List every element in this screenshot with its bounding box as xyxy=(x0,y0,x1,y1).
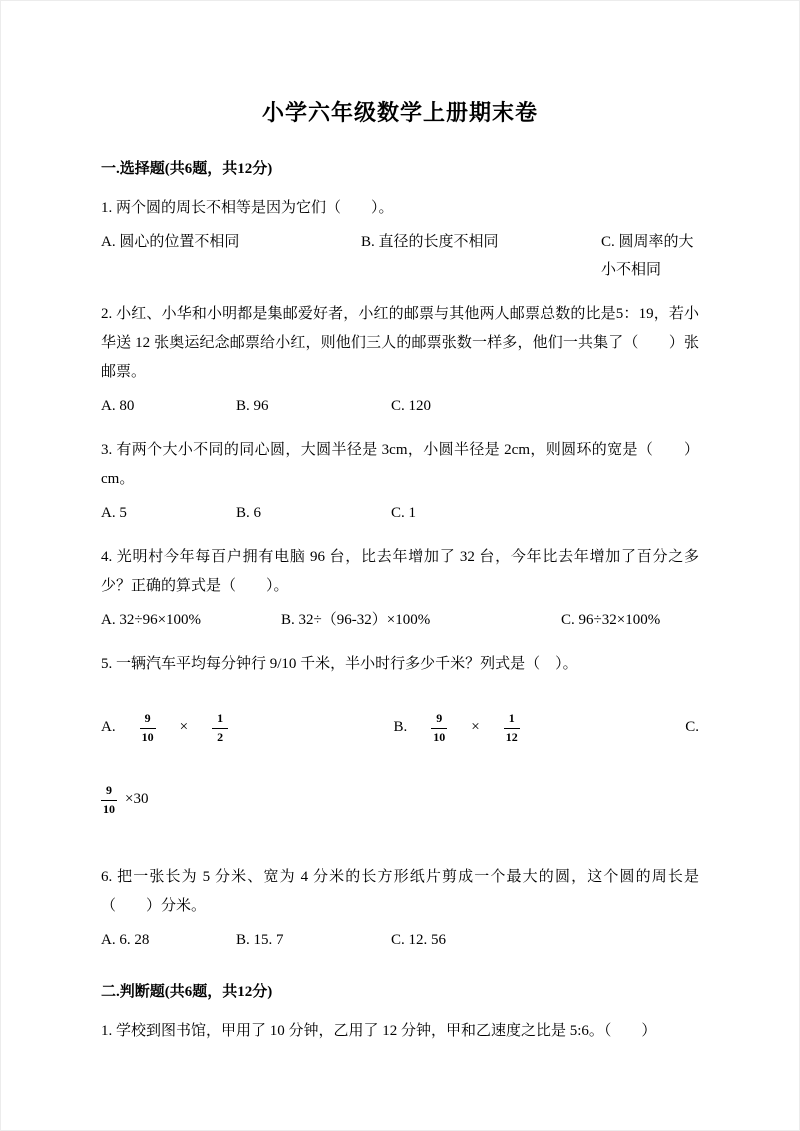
math-operator: × xyxy=(179,718,189,735)
option: B. 6 xyxy=(236,505,262,521)
fraction-denominator: 10 xyxy=(141,729,154,744)
option: B. 15. 7 xyxy=(236,932,284,948)
question xyxy=(101,543,699,634)
option-label: A. xyxy=(101,718,116,735)
page-title: 小学六年级数学上册期末卷 xyxy=(261,100,538,125)
option: C. 圆周率的大小不相同 xyxy=(601,234,694,278)
question xyxy=(101,1017,699,1046)
fraction xyxy=(212,710,228,745)
option: B. 直径的长度不相同 xyxy=(361,234,499,250)
option: C. 120 xyxy=(391,398,432,414)
question xyxy=(101,863,699,954)
fraction-numerator: 9 xyxy=(431,710,447,729)
question-text: 6. 把一张长为 5 分米、宽为 4 分米的长方形纸片剪成一个最大的圆，这个圆的周长是（ ）分米。 xyxy=(101,869,699,914)
math-operator: ×30 xyxy=(125,790,149,807)
option: A. 32÷96×100% xyxy=(101,612,202,628)
fraction xyxy=(101,782,117,817)
options-row xyxy=(101,926,699,954)
options-row xyxy=(101,228,699,284)
section xyxy=(101,980,699,1046)
fraction-numerator: 1 xyxy=(504,710,520,729)
math-operator: × xyxy=(471,718,480,735)
math-options-row xyxy=(101,705,699,749)
question xyxy=(101,300,699,420)
question xyxy=(101,194,699,284)
fraction-numerator: 9 xyxy=(101,782,117,801)
option: B. 96 xyxy=(236,398,269,414)
fraction-numerator: 1 xyxy=(212,710,228,729)
fraction xyxy=(431,710,447,745)
option: B. 32÷（96-32）×100% xyxy=(281,612,431,628)
fraction-denominator: 2 xyxy=(217,729,224,744)
option: C. 1 xyxy=(391,505,417,521)
option: C. 96÷32×100% xyxy=(561,612,661,628)
question-text: 1. 学校到图书馆，甲用了 10 分钟，乙用了 12 分钟，甲和乙速度之比是 5:6。（ ） xyxy=(101,1023,657,1039)
option-label: C. xyxy=(685,718,699,735)
question-text: 3. 有两个大小不同的同心圆，大圆半径是 3cm，小圆半径是 2cm，则圆环的宽是（ ）cm。 xyxy=(101,442,699,487)
option: A. 5 xyxy=(101,505,127,521)
fraction-denominator: 10 xyxy=(433,729,446,744)
fraction-denominator: 12 xyxy=(505,729,518,744)
option-label: B. xyxy=(393,718,408,735)
option: C. 12. 56 xyxy=(391,932,447,948)
section-heading: 一.选择题(共6题，共12分) xyxy=(101,161,273,177)
question-text: 2. 小红、小华和小明都是集邮爱好者，小红的邮票与其他两人邮票总数的比是5：19，若小华送 12 张奥运纪念邮票给小红，则他们三人的邮票张数一样多，他们一共集了（ ）张邮票。 xyxy=(101,306,699,380)
fraction xyxy=(504,710,520,745)
math-options-row xyxy=(101,777,699,821)
options-row xyxy=(101,499,699,527)
option xyxy=(101,782,148,817)
option xyxy=(394,710,520,745)
option xyxy=(101,710,228,745)
option xyxy=(685,719,699,736)
fraction-denominator: 10 xyxy=(103,801,115,816)
question xyxy=(101,436,699,527)
option: A. 80 xyxy=(101,398,135,414)
fraction-numerator: 9 xyxy=(140,710,156,729)
options-row xyxy=(101,392,699,420)
options-row xyxy=(101,606,699,634)
section-heading: 二.判断题(共6题，共12分) xyxy=(101,984,273,1000)
question-text: 5. 一辆汽车平均每分钟行 9/10 千米，半小时行多少千米？列式是（ ）。 xyxy=(101,656,578,672)
question xyxy=(101,650,699,821)
question-text: 1. 两个圆的周长不相等是因为它们（ ）。 xyxy=(101,200,394,216)
fraction xyxy=(140,710,156,745)
section xyxy=(101,157,699,954)
option: A. 6. 28 xyxy=(101,932,150,948)
question-text: 4. 光明村今年每百户拥有电脑 96 台，比去年增加了 32 台，今年比去年增加了百分之多少？正确的算式是（ ）。 xyxy=(101,549,699,594)
option: A. 圆心的位置不相同 xyxy=(101,234,240,250)
exam-content xyxy=(101,157,699,1046)
